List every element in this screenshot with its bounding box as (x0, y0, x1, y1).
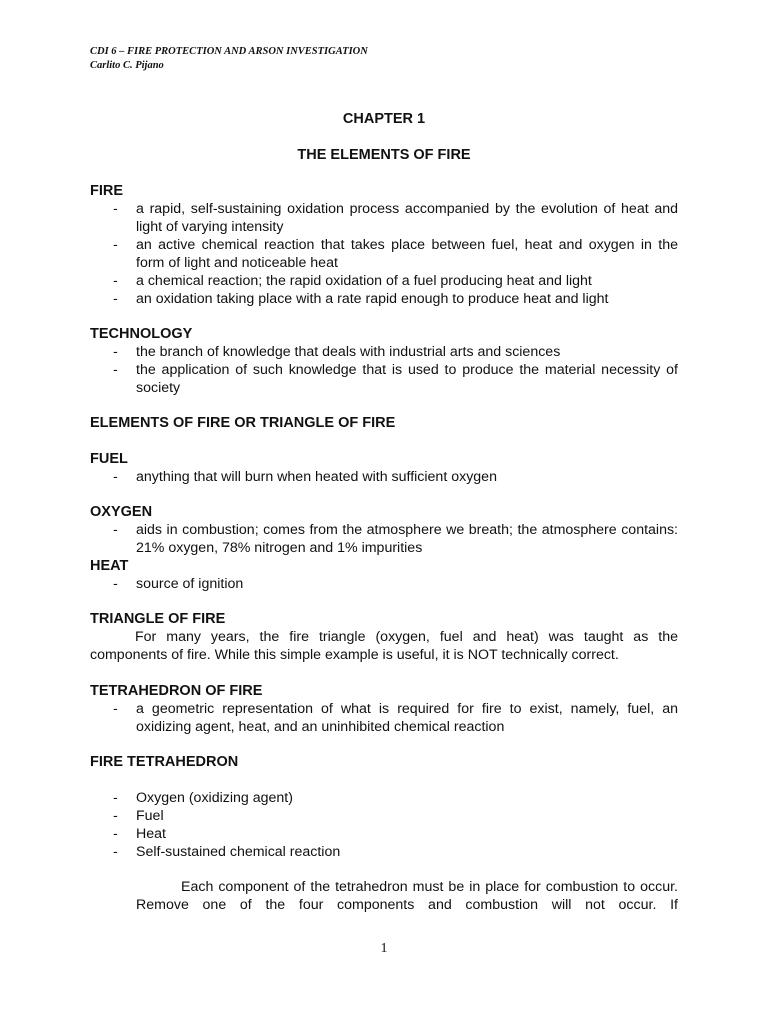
fire-definitions (113, 200, 678, 308)
chapter-label: CHAPTER 1 (342, 111, 426, 127)
list-item: - an oxidation taking place with a rate rapid enough to produce heat and light (113, 291, 609, 307)
page-number: 1 (380, 941, 388, 956)
list-item: - aids in combustion; comes from the atmosphere we breath; the atmosphere contains: 21% oxygen, 78% nitrogen and 1% impurities (113, 522, 678, 556)
list-item: - Fuel (113, 808, 164, 824)
technology-definitions (113, 343, 678, 397)
list-item: - anything that will burn when heated with sufficient oxygen (113, 469, 497, 485)
list-item: - a rapid, self-sustaining oxidation process accompanied by the evolution of heat and light of varying intensity (113, 201, 678, 235)
author-name: Carlito C. Pijano (90, 60, 164, 71)
section-heading-elements: ELEMENTS OF FIRE OR TRIANGLE OF FIRE (90, 415, 396, 431)
tetrahedron-paragraph: Each component of the tetrahedron must be in place for combustion to occur. Remove one of the four components and combustion will not occur. If (136, 879, 678, 913)
list-item: - a chemical reaction; the rapid oxidation of a fuel producing heat and light (113, 273, 592, 289)
list-item: - Oxygen (oxidizing agent) (113, 790, 293, 806)
section-heading-technology: TECHNOLOGY (90, 326, 193, 342)
section-heading-fire: FIRE (90, 183, 124, 199)
triangle-paragraph: For many years, the fire triangle (oxygen, fuel and heat) was taught as the components of fire. While this simple example is useful, it is NOT technically correct. (90, 629, 678, 663)
section-heading-heat: HEAT (90, 558, 129, 574)
section-heading-tetrahedron-of-fire: TETRAHEDRON OF FIRE (90, 683, 263, 699)
heat-definitions (113, 575, 678, 593)
section-heading-oxygen: OXYGEN (90, 504, 153, 520)
course-title: CDI 6 – FIRE PROTECTION AND ARSON INVESTIGATION (90, 46, 368, 57)
tetrahedron-components (113, 789, 678, 861)
fuel-definitions (113, 468, 678, 486)
list-item: - a geometric representation of what is required for fire to exist, namely, fuel, an oxidizing agent, heat, and an uninhibited chemical reaction (113, 701, 678, 735)
chapter-title: THE ELEMENTS OF FIRE (297, 147, 471, 163)
list-item: - the branch of knowledge that deals with industrial arts and sciences (113, 344, 561, 360)
section-heading-fire-tetrahedron: FIRE TETRAHEDRON (90, 754, 239, 770)
list-item: - source of ignition (113, 576, 244, 592)
tetrahedron-definitions (113, 700, 678, 736)
running-header (90, 45, 368, 73)
list-item: - an active chemical reaction that takes place between fuel, heat and oxygen in the form of light and noticeable heat (113, 237, 678, 271)
oxygen-definitions (113, 521, 678, 557)
list-item: - the application of such knowledge that is used to produce the material necessity of society (113, 362, 678, 396)
section-heading-fuel: FUEL (90, 451, 128, 467)
section-heading-triangle: TRIANGLE OF FIRE (90, 611, 226, 627)
list-item: - Heat (113, 826, 166, 842)
list-item: - Self-sustained chemical reaction (113, 844, 341, 860)
